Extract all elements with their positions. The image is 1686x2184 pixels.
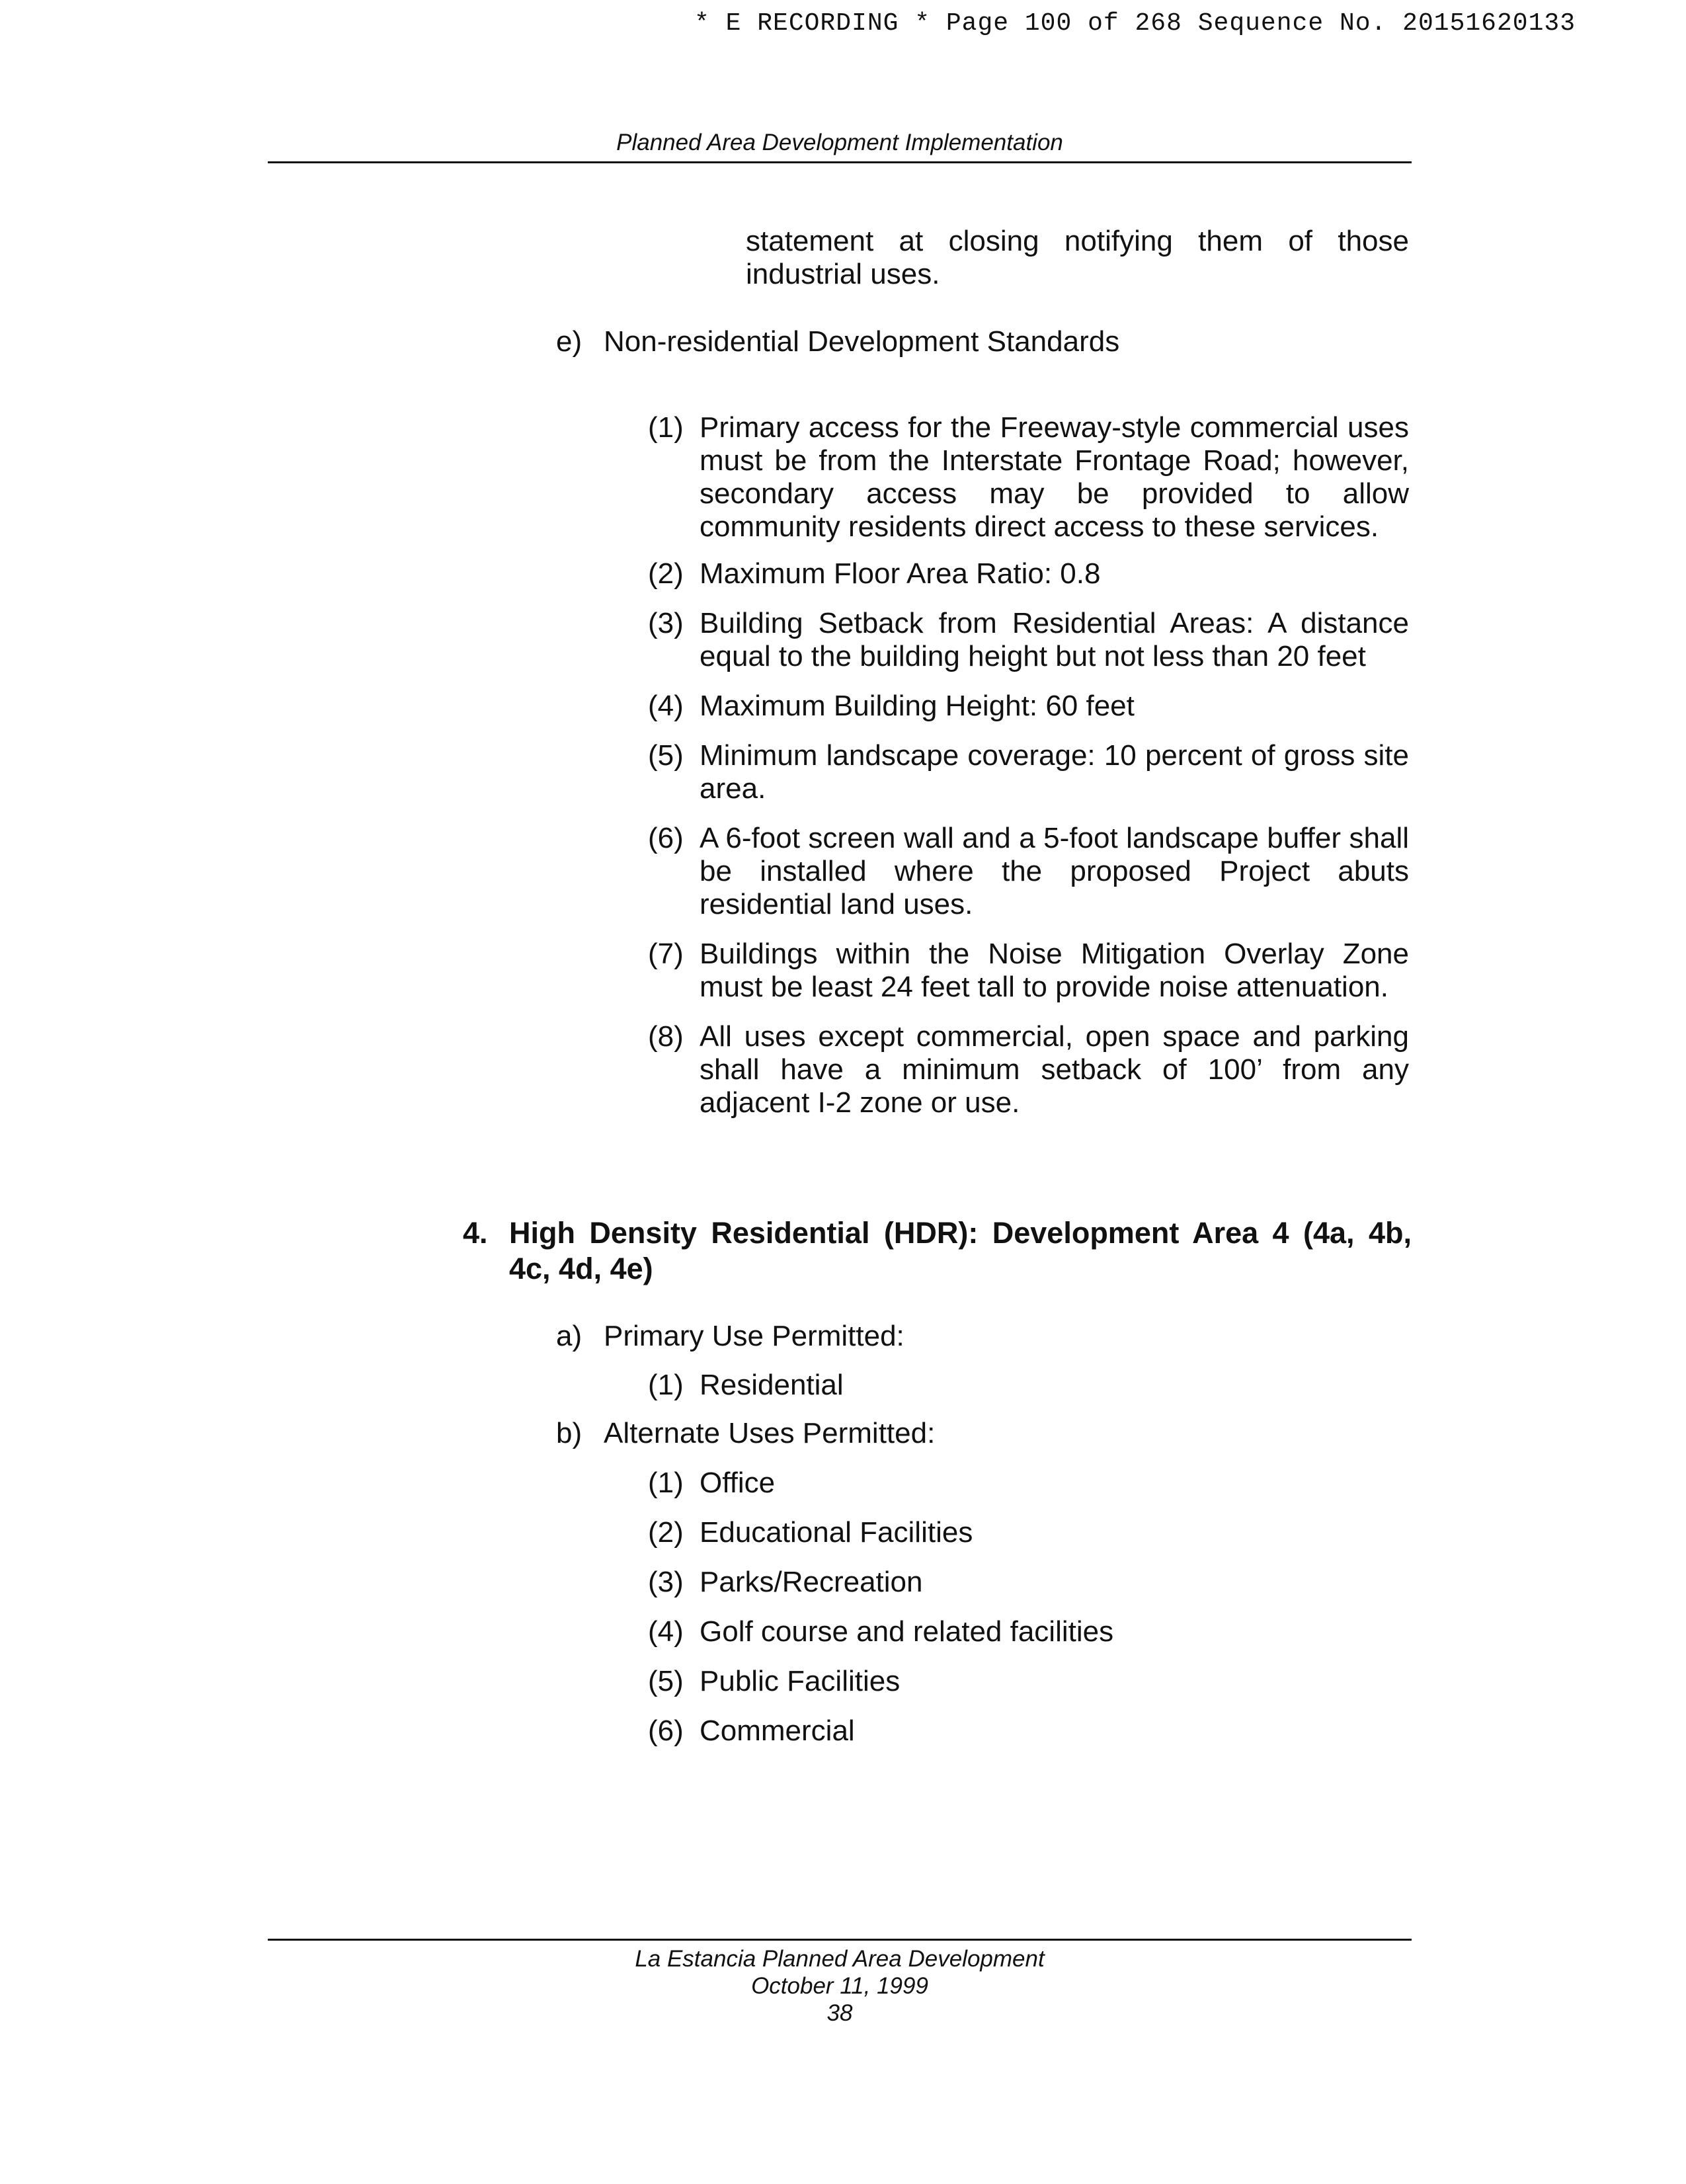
- list-item-number: (1): [648, 411, 684, 444]
- list-item-text: Primary access for the Freeway-style commercial uses must be from the Interstate Frontage Road; however, secondary access may be provided to allow community residents direct access to these services.: [700, 411, 1409, 543]
- list-item-text: Golf course and related facilities: [700, 1615, 1114, 1648]
- list-item-number: (4): [648, 1615, 684, 1648]
- list-item-text: Educational Facilities: [700, 1516, 973, 1549]
- list-item-number: (8): [648, 1020, 684, 1053]
- header-rule: [268, 161, 1412, 163]
- list-item-number: (6): [648, 822, 684, 854]
- list-item-number: (2): [648, 1516, 684, 1549]
- list-item-text: All uses except commercial, open space and parking shall have a minimum setback of 100’ from any adjacent I-2 zone or use.: [700, 1020, 1409, 1119]
- list-item-text: Minimum landscape coverage: 10 percent of gross site area.: [700, 739, 1409, 805]
- recording-stamp: * E RECORDING * Page 100 of 268 Sequence No. 20151620133: [694, 9, 1576, 38]
- section-b-title: Alternate Uses Permitted:: [604, 1417, 936, 1449]
- list-item-text: Buildings within the Noise Mitigation Overlay Zone must be least 24 feet tall to provide noise attenuation.: [700, 938, 1409, 1003]
- footer-date: October 11, 1999: [751, 1973, 928, 1999]
- footer-page-number: 38: [826, 2000, 853, 2026]
- list-item-text: Parks/Recreation: [700, 1566, 923, 1598]
- list-item-number: (5): [648, 739, 684, 772]
- list-item-text: Commercial: [700, 1715, 855, 1747]
- list-item-text: Maximum Floor Area Ratio: 0.8: [700, 557, 1101, 590]
- list-item-text: Residential: [700, 1369, 844, 1401]
- section-a-marker: a): [556, 1320, 582, 1352]
- list-item-text: Building Setback from Residential Areas: A distance equal to the building height but not less than 20 feet: [700, 607, 1409, 672]
- list-item-text: Office: [700, 1467, 776, 1499]
- list-item-number: (7): [648, 938, 684, 970]
- section-e-title: Non-residential Development Standards: [604, 325, 1120, 358]
- footer-rule: [268, 1939, 1412, 1941]
- section-4-title: High Density Residential (HDR): Development Area 4 (4a, 4b, 4c, 4d, 4e): [509, 1216, 1412, 1285]
- list-item-number: (3): [648, 607, 684, 639]
- continuation-paragraph: statement at closing notifying them of those industrial uses.: [746, 225, 1409, 290]
- list-item-number: (1): [648, 1369, 684, 1401]
- list-item-number: (2): [648, 557, 684, 590]
- section-e-marker: e): [556, 325, 582, 358]
- footer-document-title: La Estancia Planned Area Development: [635, 1946, 1045, 1972]
- list-item-text: Public Facilities: [700, 1665, 901, 1697]
- list-item-number: (3): [648, 1566, 684, 1598]
- section-b-marker: b): [556, 1417, 582, 1449]
- section-a-title: Primary Use Permitted:: [604, 1320, 904, 1352]
- list-item-number: (4): [648, 690, 684, 722]
- list-item-number: (1): [648, 1467, 684, 1499]
- page-header-title: Planned Area Development Implementation: [616, 130, 1063, 155]
- list-item-text: A 6-foot screen wall and a 5-foot landscape buffer shall be installed where the proposed Project abuts residential land uses.: [700, 822, 1409, 920]
- list-item-number: (6): [648, 1715, 684, 1747]
- section-4-number: 4.: [463, 1216, 488, 1250]
- list-item-number: (5): [648, 1665, 684, 1697]
- list-item-text: Maximum Building Height: 60 feet: [700, 690, 1135, 722]
